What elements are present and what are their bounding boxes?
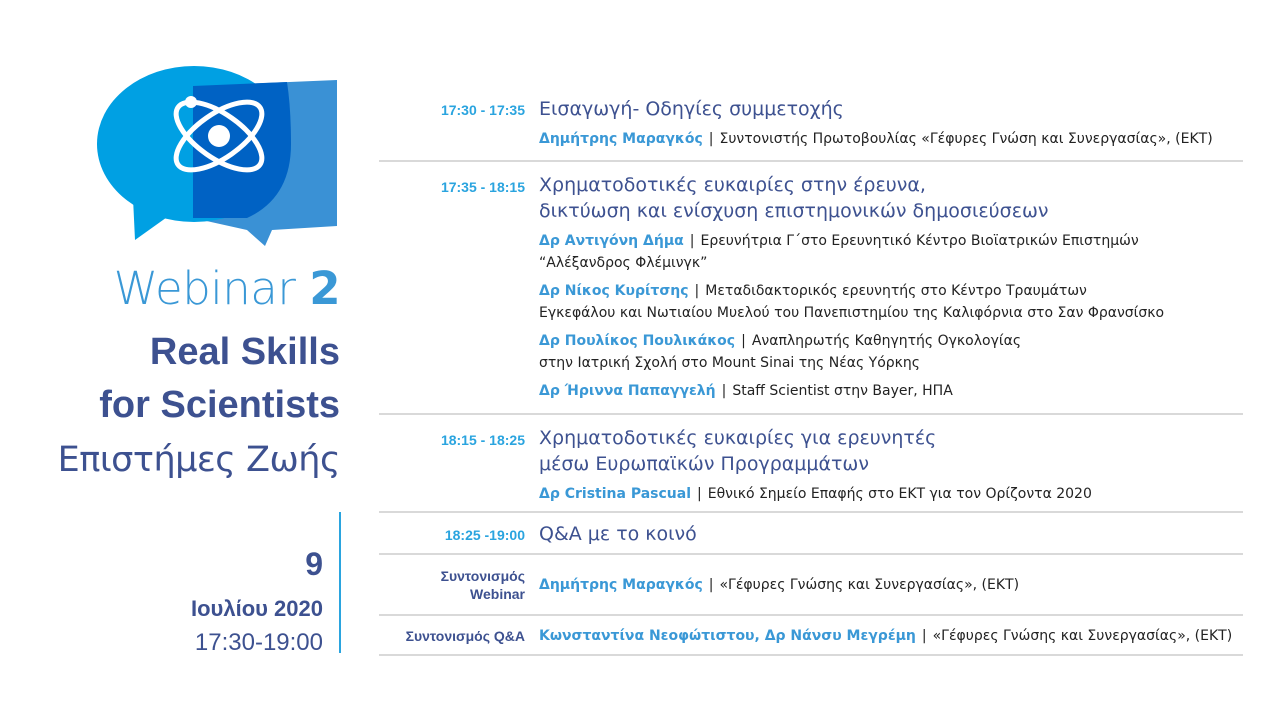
moderation-label: Συντονισμός Q&A <box>405 628 525 644</box>
title-line-2: for Scientists <box>99 384 340 426</box>
speaker-name: Δρ Cristina Pascual <box>539 486 691 502</box>
speaker-line: Δημήτρης Μαραγκός | «Γέφυρες Γνώσης και Συνεργασίας», (ΕΚΤ) <box>539 577 1020 593</box>
speaker-line: Δρ Αντιγόνη Δήμα | Ερευνήτρια Γ΄στο Ερευνητικό Κέντρο Βιοϊατρικών Επιστημών <box>539 233 1139 249</box>
speaker-role-cont: Εγκεφάλου και Νωτιαίου Μυελού του Πανεπιστημίου της Καλιφόρνια στο Σαν Φρανσίσκο <box>539 305 1165 321</box>
agenda-item-qa-moderation <box>379 616 1243 656</box>
agenda-time: 18:15 - 18:25 <box>440 432 525 448</box>
agenda-topic: Q&A με το κοινό <box>539 523 697 545</box>
date-divider <box>339 512 341 653</box>
speaker-line: Δρ Cristina Pascual | Εθνικό Σημείο Επαφής στο ΕΚΤ για τον Ορίζοντα 2020 <box>539 486 1092 502</box>
speaker-name: Κωνσταντίνα Νεοφώτιστου, Δρ Νάνσυ Μεγρέμη <box>539 628 916 644</box>
moderation-label-line-1: Συντονισμός <box>440 568 525 584</box>
speaker-role-cont: “Αλέξανδρος Φλέμινγκ” <box>539 255 708 271</box>
speaker-role: Συντονιστής Πρωτοβουλίας «Γέφυρες Γνώση και Συνεργασίας», (ΕΚΤ) <box>719 131 1213 147</box>
subtitle: Επιστήμες Ζωής <box>57 440 340 480</box>
agenda-time: 18:25 -19:00 <box>444 527 525 543</box>
agenda-time: 17:35 - 18:15 <box>440 179 525 195</box>
agenda-item-intro <box>379 94 1243 162</box>
agenda-topic-line-1: Χρηματοδοτικές ευκαιρίες στην έρευνα, <box>539 174 926 196</box>
agenda-topic-line-2: δικτύωση και ενίσχυση επιστημονικών δημοσιεύσεων <box>539 200 1049 222</box>
logo-graphic <box>97 58 342 250</box>
speaker-name: Δημήτρης Μαραγκός <box>539 131 703 147</box>
speaker-line: Δρ Πουλίκος Πουλικάκος | Αναπληρωτής Καθηγητής Ογκολογίας <box>539 333 1022 349</box>
agenda-item-funding-research <box>379 162 1243 415</box>
speaker-line: Δρ Νίκος Κυρίτσης | Μεταδιδακτορικός ερευνητής στο Κέντρο Τραυμάτων <box>539 283 1087 299</box>
webinar-heading <box>114 262 340 315</box>
agenda-topic-line-1: Χρηματοδοτικές ευκαιρίες για ερευνητές <box>539 427 937 449</box>
speaker-line: Κωνσταντίνα Νεοφώτιστου, Δρ Νάνσυ Μεγρέμη | «Γέφυρες Γνώσης και Συνεργασίας», (ΕΚΤ) <box>539 628 1233 644</box>
speaker-name: Δρ Πουλίκος Πουλικάκος <box>539 333 736 349</box>
speaker-role: Staff Scientist στην Bayer, ΗΠΑ <box>732 383 953 399</box>
webinar-number: 2 <box>309 262 340 315</box>
agenda-topic: Εισαγωγή- Οδηγίες συμμετοχής <box>539 98 844 120</box>
speaker-line: Δρ Ήριννα Παπαγγελή | Staff Scientist στην Bayer, ΗΠΑ <box>539 383 953 399</box>
agenda <box>379 94 1243 656</box>
speaker-role: Αναπληρωτής Καθηγητής Ογκολογίας <box>751 333 1022 349</box>
agenda-topic-line-2: μέσω Ευρωπαϊκών Προγραμμάτων <box>539 453 869 475</box>
speaker-role-cont: στην Ιατρική Σχολή στο Mount Sinai της Νέας Υόρκης <box>539 355 921 371</box>
moderation-label <box>379 567 525 603</box>
agenda-item-eu-programs <box>379 415 1243 513</box>
speaker-role: Εθνικό Σημείο Επαφής στο ΕΚΤ για τον Ορίζοντα 2020 <box>707 486 1092 502</box>
agenda-item-webinar-moderation <box>379 555 1243 616</box>
speaker-role: «Γέφυρες Γνώσης και Συνεργασίας», (ΕΚΤ) <box>719 577 1020 593</box>
speaker-line: Δημήτρης Μαραγκός | Συντονιστής Πρωτοβουλίας «Γέφυρες Γνώση και Συνεργασίας», (ΕΚΤ) <box>539 131 1213 147</box>
date-day: 9 <box>305 546 323 582</box>
speaker-name: Δημήτρης Μαραγκός <box>539 577 703 593</box>
agenda-item-qa <box>379 513 1243 555</box>
webinar-word: Webinar <box>113 262 296 315</box>
speaker-name: Δρ Νίκος Κυρίτσης <box>539 283 689 299</box>
date-time: 17:30-19:00 <box>194 629 323 656</box>
agenda-time: 17:30 - 17:35 <box>440 102 525 118</box>
title-line-1: Real Skills <box>149 331 340 373</box>
speaker-role: «Γέφυρες Γνώσης και Συνεργασίας», (ΕΚΤ) <box>932 628 1233 644</box>
atom-speech-bubble-icon <box>97 58 342 250</box>
speaker-role: Ερευνήτρια Γ΄στο Ερευνητικό Κέντρο Βιοϊατρικών Επιστημών <box>700 233 1139 249</box>
moderation-label-line-2: Webinar <box>470 586 525 602</box>
date-month: Ιουλίου 2020 <box>191 596 323 621</box>
speaker-role: Μεταδιδακτορικός ερευνητής στο Κέντρο Τραυμάτων <box>705 283 1087 299</box>
speaker-name: Δρ Ήριννα Παπαγγελή <box>539 383 716 399</box>
speaker-name: Δρ Αντιγόνη Δήμα <box>539 233 684 249</box>
